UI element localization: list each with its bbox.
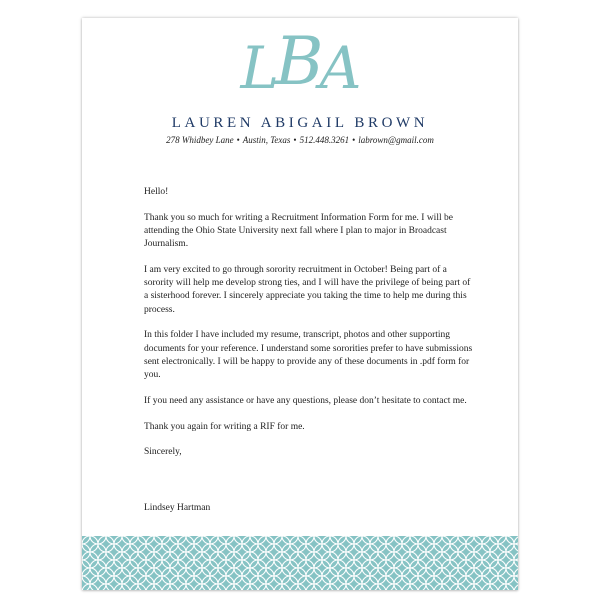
letter-closing: Sincerely, bbox=[144, 447, 182, 458]
contact-separator: • bbox=[236, 135, 240, 145]
contact-separator: • bbox=[293, 135, 297, 145]
monogram-first-initial: L bbox=[240, 34, 278, 102]
circle-pattern-icon bbox=[82, 536, 518, 590]
monogram-middle-initial: A bbox=[319, 34, 360, 102]
letter-paragraph: In this folder I have included my resume, transcript, photos and other supporting documents for your reference. I understand some sororities prefer to have submissions sent electronically. I will be happy to provide any of these documents in .pdf form for you. bbox=[144, 330, 473, 381]
letter-greeting: Hello! bbox=[144, 187, 169, 197]
contact-address: 278 Whidbey Lane bbox=[166, 135, 234, 145]
letter-paragraph: Thank you so much for writing a Recruitment Information Form for me. I will be attending the Ohio State University next fall where I plan to major in Broadcast Journalism. bbox=[144, 212, 453, 250]
letterhead-contact-line bbox=[82, 135, 518, 145]
pattern-area bbox=[82, 536, 518, 590]
letter-paragraph: Thank you again for writing a RIF for me. bbox=[144, 421, 305, 432]
letter-body bbox=[144, 186, 474, 527]
letter-signature: Lindsey Hartman bbox=[144, 502, 211, 513]
letter-paragraph: I am very excited to go through sorority recruitment in October! Being part of a sorority will help me develop strong ties, and I will have the privilege of being part of a sisterhood forever. I sincerely appreciate you taking the time to help me during this process. bbox=[144, 265, 471, 315]
letterhead-page bbox=[82, 18, 518, 590]
contact-city: Austin, Texas bbox=[242, 135, 291, 145]
monogram-last-initial: B bbox=[275, 23, 322, 100]
letter-paragraph: If you need any assistance or have any questions, please don’t hesitate to contact me. bbox=[144, 395, 467, 406]
monogram-logo bbox=[82, 23, 518, 102]
letterhead-name: LAUREN ABIGAIL BROWN bbox=[171, 115, 429, 131]
contact-phone: 512.448.3261 bbox=[299, 135, 350, 145]
decorative-footer-border bbox=[82, 536, 518, 590]
contact-email: labrown@gmail.com bbox=[358, 135, 434, 145]
contact-separator: • bbox=[352, 135, 356, 145]
